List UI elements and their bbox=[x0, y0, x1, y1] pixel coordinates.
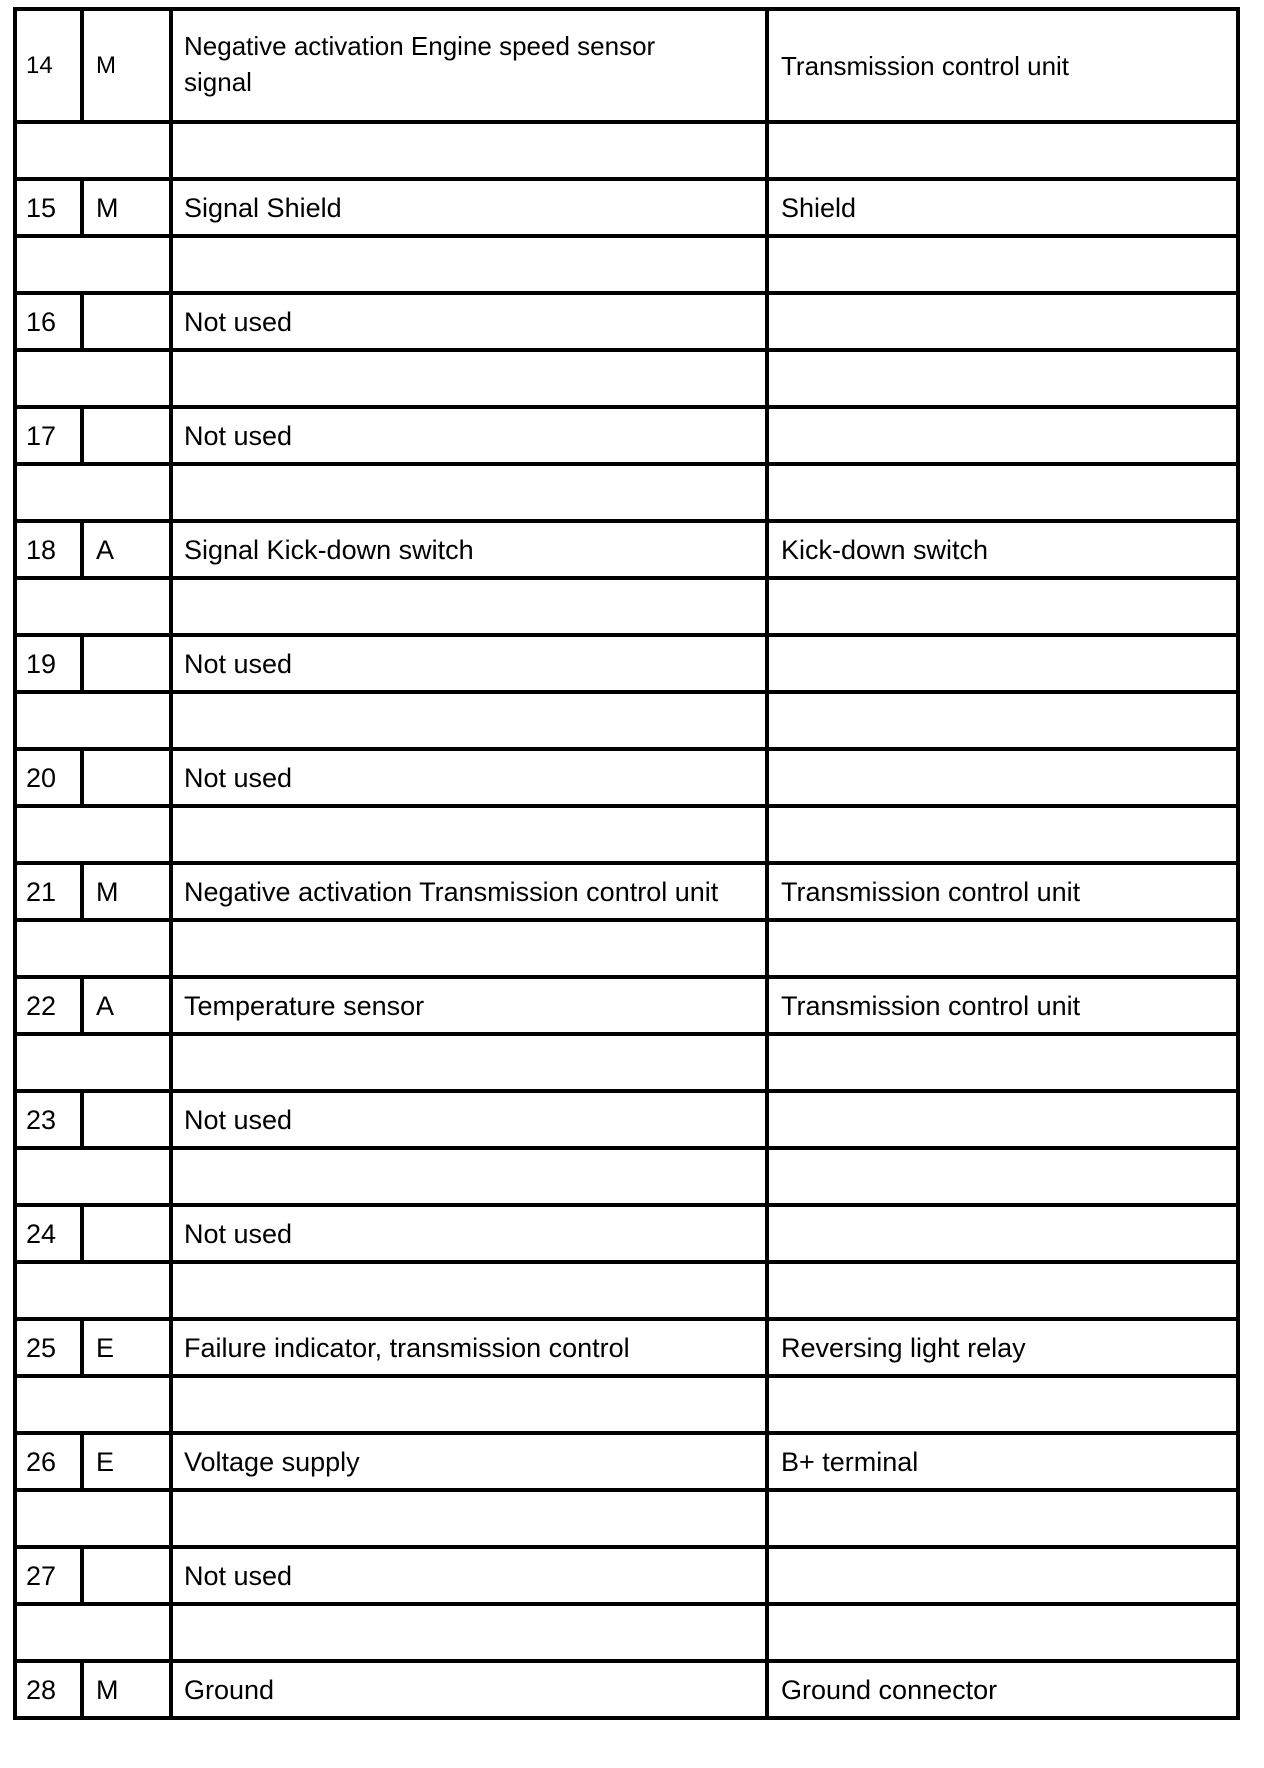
table-row bbox=[15, 1433, 1238, 1490]
connection-cell: B+ terminal bbox=[767, 1433, 1238, 1490]
spacer-cell bbox=[767, 1148, 1238, 1205]
spacer-row bbox=[15, 1262, 1238, 1319]
spacer-cell bbox=[171, 464, 767, 521]
spacer-cell bbox=[15, 464, 171, 521]
spacer-cell bbox=[171, 122, 767, 179]
signal-type-cell: M bbox=[82, 1661, 171, 1718]
spacer-cell bbox=[15, 350, 171, 407]
connection-cell bbox=[767, 1205, 1238, 1262]
pin-number-cell: 17 bbox=[15, 407, 82, 464]
signal-type-cell: A bbox=[82, 521, 171, 578]
signal-description-cell: Negative activation Transmission control unit bbox=[171, 863, 767, 920]
spacer-cell bbox=[767, 1376, 1238, 1433]
spacer-cell bbox=[171, 1262, 767, 1319]
spacer-row bbox=[15, 236, 1238, 293]
spacer-cell bbox=[171, 236, 767, 293]
table-row bbox=[15, 1547, 1238, 1604]
table-row bbox=[15, 1205, 1238, 1262]
signal-description-cell: Failure indicator, transmission control bbox=[171, 1319, 767, 1376]
pin-number-cell: 16 bbox=[15, 293, 82, 350]
connection-cell bbox=[767, 293, 1238, 350]
spacer-cell bbox=[767, 806, 1238, 863]
signal-type-cell: E bbox=[82, 1433, 171, 1490]
pin-number-cell: 23 bbox=[15, 1091, 82, 1148]
table-row bbox=[15, 9, 1238, 122]
pin-number-cell: 24 bbox=[15, 1205, 82, 1262]
spacer-row bbox=[15, 578, 1238, 635]
spacer-row bbox=[15, 920, 1238, 977]
spacer-cell bbox=[171, 578, 767, 635]
signal-type-cell bbox=[82, 635, 171, 692]
spacer-cell bbox=[15, 1490, 171, 1547]
signal-type-cell bbox=[82, 749, 171, 806]
spacer-row bbox=[15, 464, 1238, 521]
signal-description-cell: Not used bbox=[171, 635, 767, 692]
spacer-row bbox=[15, 1034, 1238, 1091]
table-row bbox=[15, 1319, 1238, 1376]
signal-type-cell: A bbox=[82, 977, 171, 1034]
spacer-row bbox=[15, 1604, 1238, 1661]
signal-description-cell: Temperature sensor bbox=[171, 977, 767, 1034]
signal-description-cell: Signal Kick-down switch bbox=[171, 521, 767, 578]
connection-cell bbox=[767, 1547, 1238, 1604]
signal-description-cell: Not used bbox=[171, 749, 767, 806]
pin-number-cell: 25 bbox=[15, 1319, 82, 1376]
pin-number-cell: 22 bbox=[15, 977, 82, 1034]
spacer-cell bbox=[767, 578, 1238, 635]
connection-cell: Shield bbox=[767, 179, 1238, 236]
connection-cell bbox=[767, 749, 1238, 806]
spacer-cell bbox=[171, 1490, 767, 1547]
signal-description-cell: Not used bbox=[171, 1547, 767, 1604]
connection-cell: Ground connector bbox=[767, 1661, 1238, 1718]
table-row bbox=[15, 293, 1238, 350]
pin-number-cell: 20 bbox=[15, 749, 82, 806]
connection-cell: Transmission control unit bbox=[767, 863, 1238, 920]
pin-assignment-table bbox=[13, 7, 1240, 1720]
signal-description-cell: Not used bbox=[171, 293, 767, 350]
spacer-cell bbox=[767, 1604, 1238, 1661]
spacer-cell bbox=[171, 920, 767, 977]
connection-cell: Reversing light relay bbox=[767, 1319, 1238, 1376]
table-row bbox=[15, 1661, 1238, 1718]
spacer-cell bbox=[171, 1148, 767, 1205]
pin-number-cell: 21 bbox=[15, 863, 82, 920]
spacer-cell bbox=[767, 350, 1238, 407]
spacer-cell bbox=[171, 692, 767, 749]
spacer-row bbox=[15, 1376, 1238, 1433]
table-row bbox=[15, 863, 1238, 920]
table-row bbox=[15, 179, 1238, 236]
spacer-cell bbox=[767, 236, 1238, 293]
spacer-cell bbox=[171, 806, 767, 863]
signal-description-cell: Signal Shield bbox=[171, 179, 767, 236]
spacer-cell bbox=[15, 806, 171, 863]
pin-number-cell: 19 bbox=[15, 635, 82, 692]
pin-number-cell: 15 bbox=[15, 179, 82, 236]
table-row bbox=[15, 1091, 1238, 1148]
spacer-cell bbox=[767, 1490, 1238, 1547]
signal-description-cell: Ground bbox=[171, 1661, 767, 1718]
connection-cell bbox=[767, 407, 1238, 464]
signal-type-cell bbox=[82, 407, 171, 464]
connection-cell: Transmission control unit bbox=[767, 9, 1238, 122]
pin-number-cell: 18 bbox=[15, 521, 82, 578]
pin-table-body bbox=[15, 9, 1238, 1718]
connection-cell bbox=[767, 635, 1238, 692]
spacer-cell bbox=[767, 122, 1238, 179]
spacer-row bbox=[15, 350, 1238, 407]
table-row bbox=[15, 407, 1238, 464]
spacer-row bbox=[15, 692, 1238, 749]
signal-description-cell: Voltage supply bbox=[171, 1433, 767, 1490]
signal-type-cell: E bbox=[82, 1319, 171, 1376]
signal-type-cell bbox=[82, 293, 171, 350]
spacer-row bbox=[15, 1490, 1238, 1547]
signal-type-cell bbox=[82, 1205, 171, 1262]
table-row bbox=[15, 749, 1238, 806]
pin-number-cell: 28 bbox=[15, 1661, 82, 1718]
spacer-cell bbox=[15, 1604, 171, 1661]
signal-description-cell: Negative activation Engine speed sensor signal bbox=[171, 9, 767, 122]
signal-type-cell bbox=[82, 1547, 171, 1604]
spacer-cell bbox=[171, 1604, 767, 1661]
connection-cell bbox=[767, 1091, 1238, 1148]
spacer-cell bbox=[767, 1262, 1238, 1319]
spacer-cell bbox=[15, 1376, 171, 1433]
signal-type-cell: M bbox=[82, 863, 171, 920]
pin-number-cell: 27 bbox=[15, 1547, 82, 1604]
spacer-row bbox=[15, 806, 1238, 863]
signal-description-cell: Not used bbox=[171, 407, 767, 464]
connection-cell: Kick-down switch bbox=[767, 521, 1238, 578]
pin-number-cell: 26 bbox=[15, 1433, 82, 1490]
signal-type-cell bbox=[82, 1091, 171, 1148]
spacer-cell bbox=[15, 1262, 171, 1319]
spacer-cell bbox=[15, 692, 171, 749]
spacer-cell bbox=[15, 578, 171, 635]
spacer-cell bbox=[15, 920, 171, 977]
signal-type-cell: M bbox=[82, 9, 171, 122]
signal-description-cell: Not used bbox=[171, 1205, 767, 1262]
spacer-cell bbox=[15, 1034, 171, 1091]
table-row bbox=[15, 635, 1238, 692]
table-row bbox=[15, 521, 1238, 578]
spacer-cell bbox=[767, 920, 1238, 977]
spacer-cell bbox=[15, 236, 171, 293]
spacer-cell bbox=[15, 122, 171, 179]
spacer-cell bbox=[767, 1034, 1238, 1091]
spacer-cell bbox=[171, 350, 767, 407]
connection-cell: Transmission control unit bbox=[767, 977, 1238, 1034]
signal-type-cell: M bbox=[82, 179, 171, 236]
signal-description-cell: Not used bbox=[171, 1091, 767, 1148]
spacer-cell bbox=[171, 1034, 767, 1091]
spacer-cell bbox=[171, 1376, 767, 1433]
spacer-row bbox=[15, 1148, 1238, 1205]
pin-number-cell: 14 bbox=[15, 9, 82, 122]
spacer-cell bbox=[15, 1148, 171, 1205]
spacer-cell bbox=[767, 692, 1238, 749]
spacer-cell bbox=[767, 464, 1238, 521]
spacer-row bbox=[15, 122, 1238, 179]
table-row bbox=[15, 977, 1238, 1034]
